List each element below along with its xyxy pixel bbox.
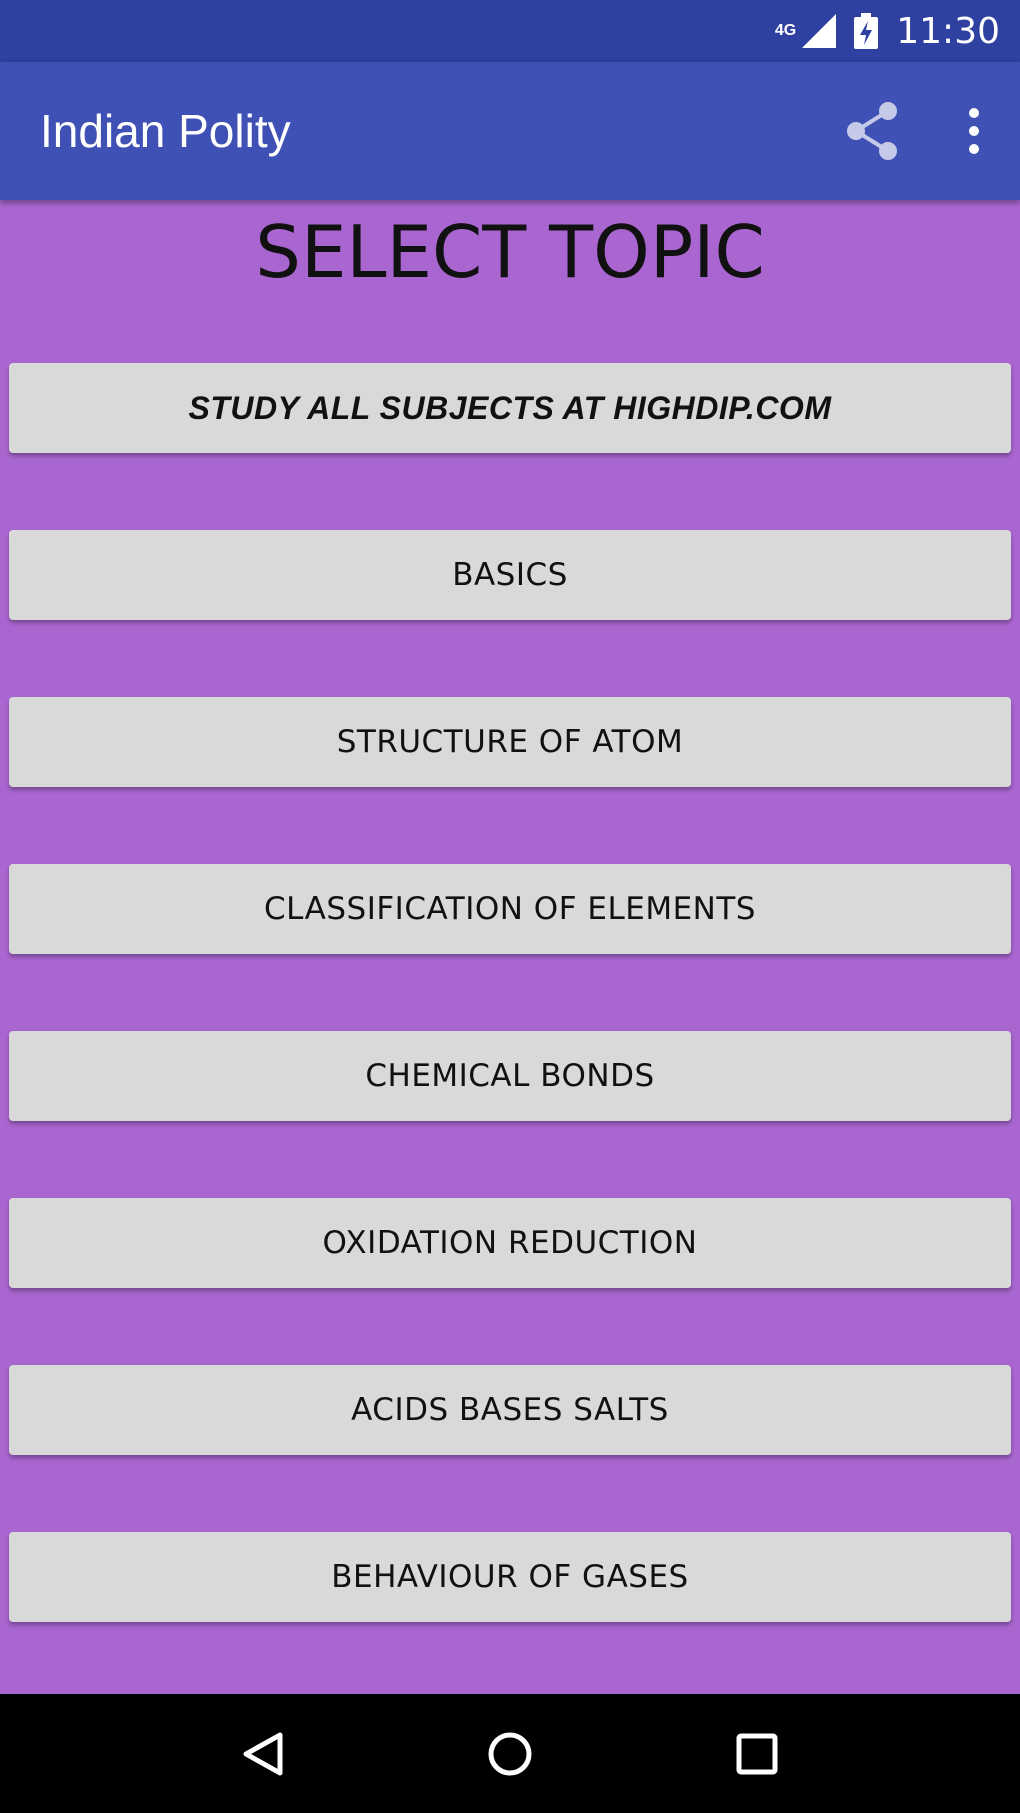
more-vert-icon[interactable] — [964, 108, 984, 154]
topic-button-acids-bases-salts[interactable]: ACIDS BASES SALTS — [9, 1365, 1011, 1455]
topic-list — [9, 363, 1011, 1699]
topic-button-basics[interactable]: BASICS — [9, 530, 1011, 620]
page-title: SELECT TOPIC — [255, 210, 765, 294]
topic-button-behaviour-of-gases[interactable]: BEHAVIOUR OF GASES — [9, 1532, 1011, 1622]
topic-button-oxidation-reduction[interactable]: OXIDATION REDUCTION — [9, 1198, 1011, 1288]
topic-button-chemical-bonds[interactable]: CHEMICAL BONDS — [9, 1031, 1011, 1121]
app-bar — [0, 62, 1020, 200]
battery-charging-icon — [854, 13, 878, 49]
signal-icon — [802, 14, 836, 48]
navigation-bar — [0, 1694, 1020, 1813]
share-icon[interactable] — [840, 99, 904, 163]
app-title: Indian Polity — [40, 105, 291, 157]
network-type-label: 4G — [774, 22, 797, 39]
clock: 11:30 — [896, 10, 1000, 52]
topic-button-classification-of-elements[interactable]: CLASSIFICATION OF ELEMENTS — [9, 864, 1011, 954]
back-icon[interactable] — [233, 1724, 293, 1784]
recents-icon[interactable] — [727, 1724, 787, 1784]
status-bar — [0, 0, 1020, 62]
home-icon[interactable] — [480, 1724, 540, 1784]
topic-button-highdip[interactable]: STUDY ALL SUBJECTS AT HIGHDIP.COM — [9, 363, 1011, 453]
topic-button-structure-of-atom[interactable]: STRUCTURE OF ATOM — [9, 697, 1011, 787]
